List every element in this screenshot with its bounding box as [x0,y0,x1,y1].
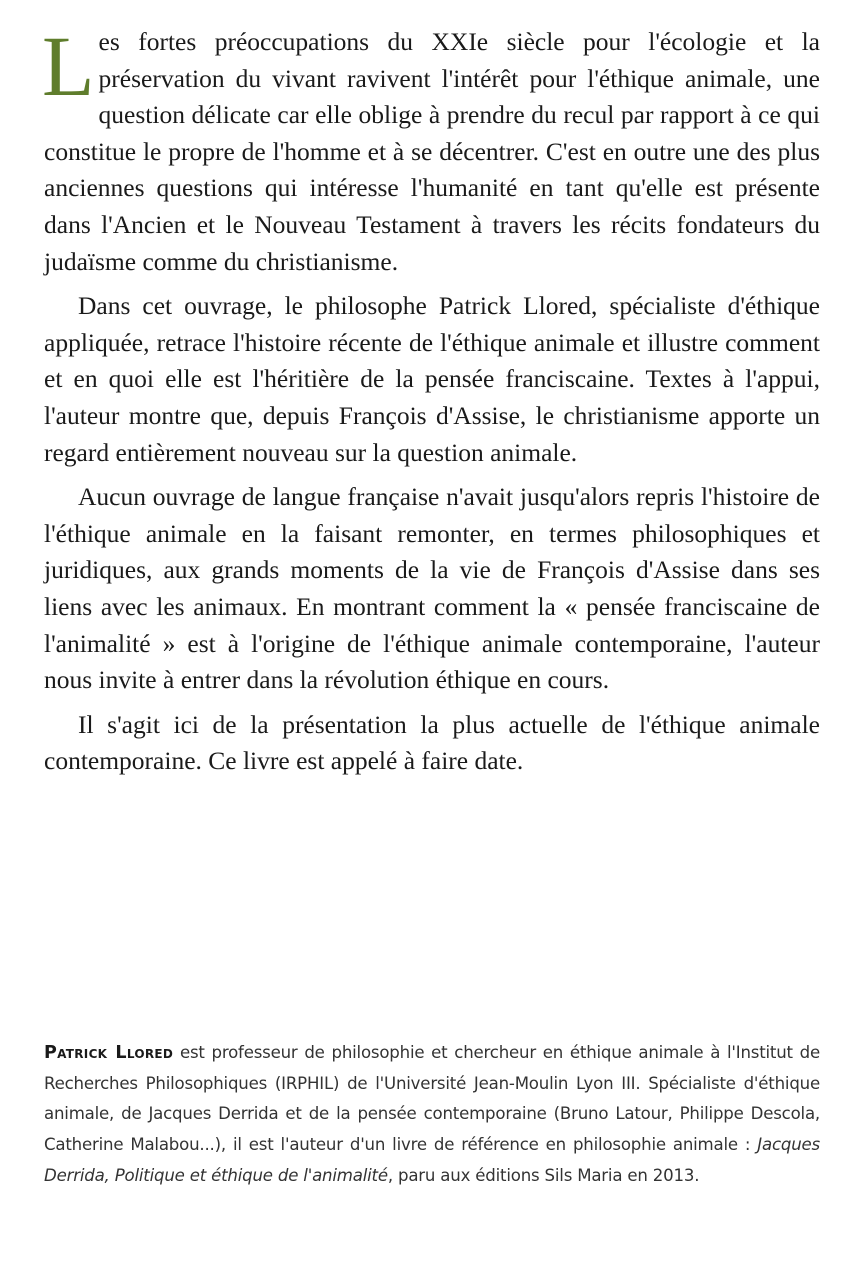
paragraph-1 [42,18,820,280]
paragraph-4: Il s'agit ici de la présentation la plus actuelle de l'éthique animale contemporaine. Ce livre est appelé à faire date. [44,709,820,776]
paragraph-2: Dans cet ouvrage, le philosophe Patrick Llored, spécialiste d'éthique appliquée, retrace l'histoire récente de l'éthique animale et illustre comment et en quoi elle est l'héritière de la pensée franciscaine. Textes à l'appui, l'auteur montre que, depuis François d'Assise, le christianisme apporte un regard entièrement nouveau sur la question animale. [44,291,820,467]
drop-cap: L [42,18,95,114]
paragraph-3: Aucun ouvrage de langue française n'avait jusqu'alors repris l'histoire de l'éthique animale en la faisant remonter, en termes philosophiques et juridiques, aux grands moments de la vie de François d'Assise dans ses liens avec les animaux. En montrant comment la « pensée franciscaine de l'animalité » est à l'origine de l'éthique animale contemporaine, l'auteur nous invite à entrer dans la révolution éthique en cours. [44,482,820,695]
author-name: Patrick Llored [44,1043,174,1063]
blurb-text [42,18,820,780]
author-bio [44,1038,820,1192]
paragraph-1-text: es fortes préoccupations du XXIe siècle pour l'écologie et la préservation du vivant ravivent l'intérêt pour l'éthique animale, une question délicate car elle oblige à prendre du recul par rapport à ce qui constitue le propre de l'homme et à se décentrer. C'est en outre une des plus anciennes questions qui intéresse l'humanité en tant qu'elle est présente dans l'Ancien et le Nouveau Testament à travers les récits fondateurs du judaïsme comme du christianisme. [44,27,820,276]
bio-text-after: , paru aux éditions Sils Maria en 2013. [387,1165,700,1185]
bio-text-before: est professeur de philosophie et chercheur en éthique animale à l'Institut de Recherches Philosophiques (IRPHIL) de l'Université Jean-Moulin Lyon III. Spécialiste d'éthique animale, de Jacques Derrida et de la pensée contemporaine (Bruno Latour, Philippe Descola, Catherine Malabou...), il est l'auteur d'un livre de référence en philosophie animale : [44,1043,820,1155]
book-title: Jacques Derrida, Politique et éthique de l'animalité [44,1135,820,1185]
